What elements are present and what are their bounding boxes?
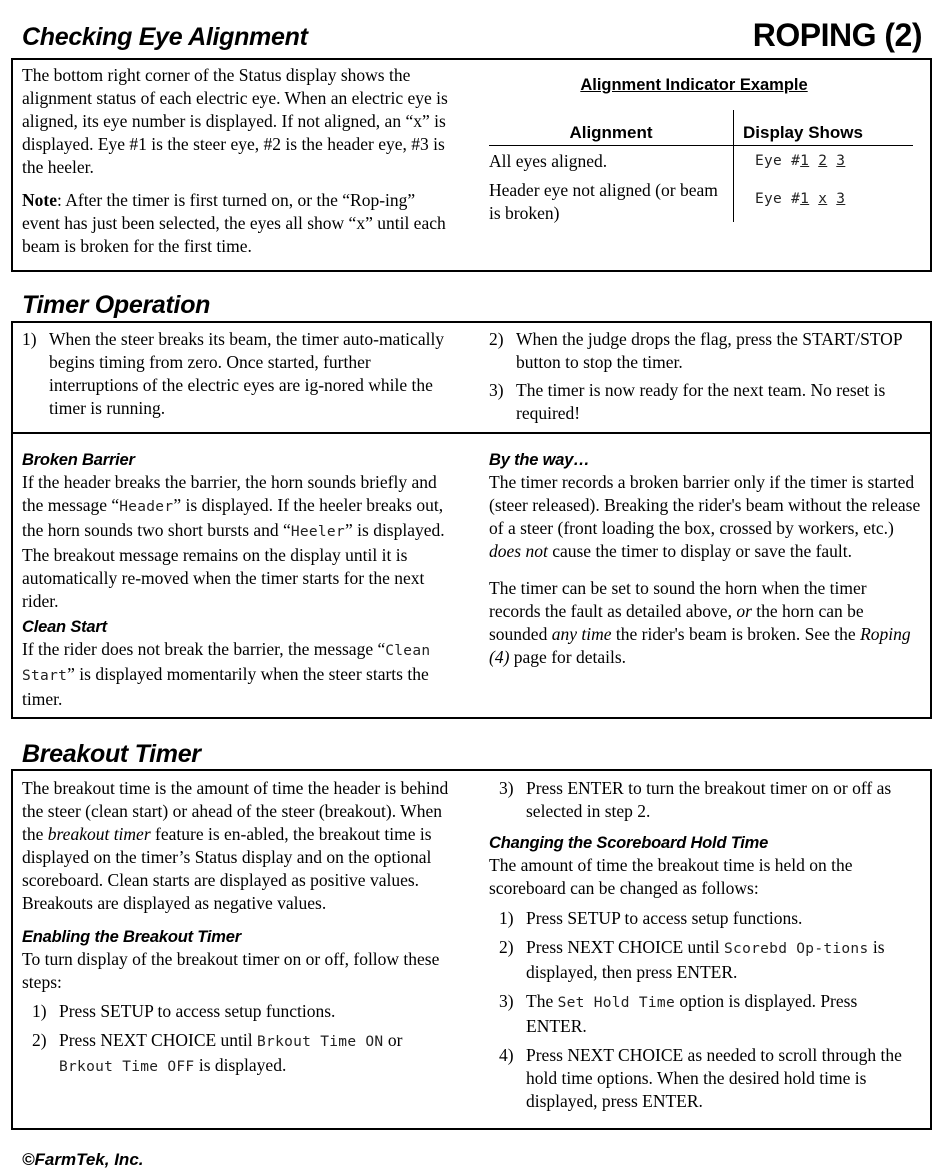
step-text: Press SETUP to access setup functions. [526,908,803,928]
step-number: 3) [499,991,514,1011]
step-number: 2) [499,937,514,957]
text-run: ” is displayed momentarily when the steer starts the timer. [22,664,429,709]
step-number: 2) [32,1030,47,1050]
enabling-text: To turn display of the breakout timer on or off, follow these steps: [22,949,440,992]
timer-steps-right [489,328,921,425]
display-message: Header [119,499,174,515]
enabling-step-1 [32,1000,456,1023]
eye-prefix: Eye # [755,153,801,169]
display-message: Clean Start [22,643,431,684]
table-row-2-alignment: Header eye not aligned (or beam is broken) [489,180,718,223]
timer-step-2 [489,328,921,374]
table-header-rule [489,145,913,146]
enabling-step-3 [499,777,921,823]
breakout-left-column [22,777,456,1079]
by-the-way-heading: By the way… [489,451,590,469]
alignment-note [22,189,452,258]
step-text: Press NEXT CHOICE as needed to scroll through the hold time options. When the desired hold time is displayed, press ENTER. [526,1045,902,1111]
display-message: Brkout Time ON [257,1034,384,1050]
timer-step-1 [22,328,454,420]
hold-step-4 [499,1044,921,1113]
alignment-body: The bottom right corner of the Status display shows the alignment status of each electric eye. When an electric eye is aligned, its eye number is displayed. If not aligned, an “x” is displayed. Eye #1 is the steer eye, #2 is the header eye, #3 is the heeler. [22,65,448,177]
display-message: Heeler [290,524,345,540]
breakout-timer-box [11,769,932,1130]
breakout-intro [22,777,456,915]
text-run: page for details. [509,647,627,667]
text-run: cause the timer to display or save the fault. [547,541,853,561]
timer-steps-left [22,328,454,420]
text-run: The [526,991,558,1011]
section-title-timer-operation: Timer Operation [22,291,211,319]
hold-step-2 [499,936,921,984]
emphasis: or [736,601,752,621]
page-tag: ROPING (2) [752,17,922,53]
timer-step-3 [489,379,921,425]
timer-operation-box [11,321,932,719]
step-text [526,991,857,1036]
step-number: 3) [489,380,504,400]
text-run: The timer can be set to sound the horn when the timer records the fault as detailed above, [489,578,867,621]
breakout-right-column [489,777,921,1113]
step-number: 2) [489,329,504,349]
text-run: the horn can be sounded [489,601,864,644]
broken-barrier-text [22,471,454,613]
enabling-step-2 [32,1029,456,1079]
step-text: Press SETUP to access setup functions. [59,1001,336,1021]
enabling-heading: Enabling the Breakout Timer [22,928,241,946]
section-title-breakout-timer: Breakout Timer [22,740,201,768]
text-run: or [383,1030,403,1050]
text-run: The breakout time is the amount of time the header is behind the steer (clean start) or ahead of the steer (breakout). When the [22,778,449,844]
eye-code: 2 [818,153,828,169]
section-title-eye-alignment: Checking Eye Alignment [22,23,308,51]
text-run: Press NEXT CHOICE until [526,937,725,957]
broken-barrier-heading: Broken Barrier [22,451,135,469]
step-text: Press ENTER to turn the breakout timer on or off as selected in step 2. [526,778,892,821]
by-the-way-paragraph-1 [489,471,921,563]
section-divider [13,432,930,434]
copyright-footer: ©FarmTek, Inc. [22,1150,144,1169]
text-run: is displayed. [194,1055,287,1075]
alignment-table-title: Alignment Indicator Example [580,76,808,94]
emphasis: breakout timer [47,824,151,844]
text-run: The timer records a broken barrier only if the timer is started (steer released). Breaking the rider's beam without the release of a steer (front loading the box, crossed by workers, etc.) [489,472,921,538]
text-run: feature is en-abled, the breakout time is displayed on the timer’s Status display and on the optional scoreboard. Clean starts are displayed as positive values. Breakouts are displayed as negative values. [22,824,432,913]
text-run: If the rider does not break the barrier, the message “ [22,639,386,659]
emphasis: Roping (4) [489,624,911,667]
by-the-way-paragraph-2 [489,577,921,669]
eye-alignment-box [11,58,932,272]
table-row-1-alignment: All eyes aligned. [489,151,608,171]
step-number: 4) [499,1045,514,1065]
note-text: : After the timer is first turned on, or the “Rop-ing” event has just been selected, the eyes all show “x” until each beam is broken for the first time. [22,190,446,256]
eye-code: 1 [800,153,810,169]
clean-start-text [22,638,454,711]
note-label: Note [22,190,57,210]
step-text [59,1030,402,1075]
hold-time-text: The amount of time the breakout time is held on the scoreboard can be changed as follows: [489,855,853,898]
eye-code: 1 [800,191,810,207]
emphasis: does not [489,541,548,561]
text-run: is displayed, then press ENTER. [526,937,885,982]
step-number: 1) [22,329,37,349]
table-row-2-display [755,188,845,211]
hold-step-3 [499,990,921,1038]
text-run: Press NEXT CHOICE until [59,1030,258,1050]
step-number: 3) [499,778,514,798]
display-message: Scorebd Op-tions [724,941,869,957]
step-text: The timer is now ready for the next team. No reset is required! [516,380,886,423]
table-header-alignment: Alignment [569,123,653,142]
eye-prefix: Eye # [755,191,801,207]
step-text [526,937,885,982]
eye-code: 3 [836,153,846,169]
emphasis: any time [551,624,612,644]
text-run: the rider's beam is broken. See the [611,624,861,644]
eye-code: x [818,191,828,207]
step-text: When the steer breaks its beam, the timer auto-matically begins timing from zero. Once started, further interruptions of the electric eyes are ig-nored while the timer is running. [49,329,445,418]
eye-code: 3 [836,191,846,207]
display-message: Brkout Time OFF [59,1059,195,1075]
table-header-display: Display Shows [743,123,863,142]
display-message: Set Hold Time [557,995,675,1011]
text-run: If the header breaks the barrier, the horn sounds briefly and the message “ [22,472,437,515]
eye-alignment-text [22,64,452,258]
alignment-table-grid [489,110,914,230]
text-run: ” is displayed. The breakout message remains on the display until it is automatically re-moved when the timer starts for the next rider. [22,520,445,611]
hold-time-heading: Changing the Scoreboard Hold Time [489,834,769,852]
by-the-way-column [489,450,921,669]
alignment-table [489,74,914,230]
barrier-column [22,450,454,711]
text-run: ” is displayed. If the heeler breaks out, the horn sounds two short bursts and “ [22,495,444,540]
clean-start-heading: Clean Start [22,618,107,636]
table-row-1-display [755,150,845,173]
text-run: option is displayed. Press ENTER. [526,991,858,1036]
step-text: When the judge drops the flag, press the START/STOP button to stop the timer. [516,329,902,372]
hold-step-1 [499,907,921,930]
step-number: 1) [499,908,514,928]
step-number: 1) [32,1001,47,1021]
